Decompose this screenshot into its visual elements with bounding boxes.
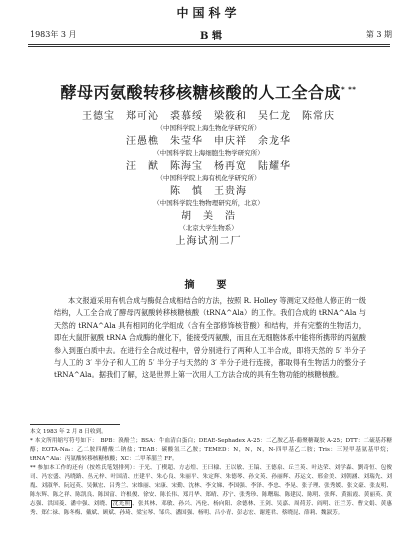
affiliation-4: （中国科学院生物物理研究所，北京） [153, 199, 264, 207]
participants-note [30, 464, 392, 518]
paper-title-text: 酵母丙氨酸转移核糖核酸的人工全合成 [60, 83, 342, 102]
issue-number: 第 3 期 [365, 30, 392, 39]
boxed-participant-name: 沈光照 [112, 501, 131, 507]
journal-section: B 辑 [200, 31, 222, 42]
abstract-paragraph: 本文报道采用有机合成与酶促合成相结合的方法，按照 R. Holley 等测定又经他人修正的一级结构，人工全合成了酵母丙氨酸转移核糖核酸（tRNA^Ala）的工作。我们合成的 tRNA^Ala 与天然的 tRNA^Ala 具有相同的化学组成（含有全部修饰核苷酸）和结构，并有完整的生物活力，即在大鼠肝氨酰 tRNA 合成酶的催化下，能接受丙氨酸，而且在无细胞体系中能将所携带的丙氨酸参入到蛋白质中去。在进行全合成过程中，曾分别进行了两种人工半合成，即将天然的 5′ 半分子与人工的 3′ 半分子和人工的 5′ 半分子与天然的 3′ 半分子进行连接，都取得有生物活力的整分子 tRNA^Ala。据我们了解，这是世界上第一次用人工方法合成的具有生物功能的核糖核酸。 [54, 296, 366, 380]
footnotes [30, 428, 392, 518]
participants-list-b: 、张其林、邓敏、孙兴、冯伦、杨向阳、余德林、王剑、吴嘉、周荷芳、阎明、汪兰芳、曹文娟、黄惠秀、郑仁禄、陈冬梅、戴斌、顾斌、孙琦、梁宝琴、邹兵、潘国强、杨明、吕小青、彭志宏、谢莲君、蔡晓昆、薛莉、魏淑芳。 [30, 501, 392, 516]
abstract-body [54, 295, 366, 382]
affiliation-5: （北京大学生物系） [179, 224, 238, 232]
running-header [30, 27, 392, 41]
affiliation-3: （中国科学院上海有机化学研究所） [156, 174, 261, 182]
paper-title [20, 80, 397, 103]
author-group-5: 胡 美 浩 [181, 211, 236, 222]
participants-prefix: ** 参加本工作的还有（按姓氏笔划排列）： [30, 465, 139, 471]
issue-date: 1983年 3 月 [30, 30, 77, 39]
abbreviations-note: * 本文所用缩写符号如下： BPB：溴酚兰；BSA：牛血清白蛋白；DEAE-Sephadex A-25：二乙胺乙基-葡聚糖凝胶 A-25；DTT：二硫基苏糖醇；EOTA-Na₂：乙二胺四醋酸二钠盐；TEAB：碳酸氢三乙胺；TEMED：N，N，N，N-四甲基乙二胺；Tris：三羟甲基氨基甲烷；tRNA^Ala：丙氨酸转移核糖核酸；XC：二甲苯腈兰 FF。 [30, 438, 392, 462]
abstract-heading: 摘 要 [184, 280, 233, 291]
participants-list-a: 于光、丁楔超、方志煌、王曰棣、王以敏、王镐、王德泉、丘兰英、叶达荣、刘学森、劉奇恒、包俊司、冯宏盛、冯晓路、丛元梓、叶国清、庄建平、朱心良、朱丽平、朱定辉、朱德琴、孙文英、孙丽辉、苏运文、邢金美、刘朝涵、刘瑞先、刘胤、刘淑华、阮冠英、吴佩宏、吕秀兰、宋维丽、宋康、宋勤、沈林、李文娣、李国强、李泽、李忠、李晃、张子理、张秀媛、张文豪、张友明、陈东辉、陈之祥、陈凯良、陈国富、许根俊、徐安、陈长伟、郑月华、郑晴、苏宁、张秀珍、陈曙瑞、陈建民、陈明、张辉、黄振霞、黄丽英、黄志强、洪国菱、潘中强、刘晓、 [30, 465, 392, 507]
affiliation-2: （中国科学院上海细胞生物学研究所） [153, 149, 264, 157]
author-group-4: 陈 慎 王贵海 [170, 186, 247, 197]
header-rule-top [28, 44, 390, 45]
author-group-6: 上海试剂二厂 [175, 236, 242, 247]
author-group-3: 汪 猷 陈海宝 杨再宽 陆耀华 [126, 161, 291, 172]
author-group-1: 王德宝 郑可沁 裘慕绥 梁筱和 吴仁龙 陈常庆 [82, 111, 335, 122]
affiliation-1: （中国科学院上海生物化学研究所） [156, 124, 261, 132]
journal-title: 中国科学 [176, 6, 241, 20]
author-group-2: 汪愚樵 朱莹华 申庆祥 余龙华 [126, 136, 291, 147]
received-date-note: 本文 1983 年 2 月 8 日收到。 [30, 429, 107, 435]
footnote-rule [30, 424, 120, 425]
title-footnote-marks: * ** [341, 85, 357, 94]
author-list [40, 110, 377, 248]
header-rule-bottom [28, 46, 390, 47]
